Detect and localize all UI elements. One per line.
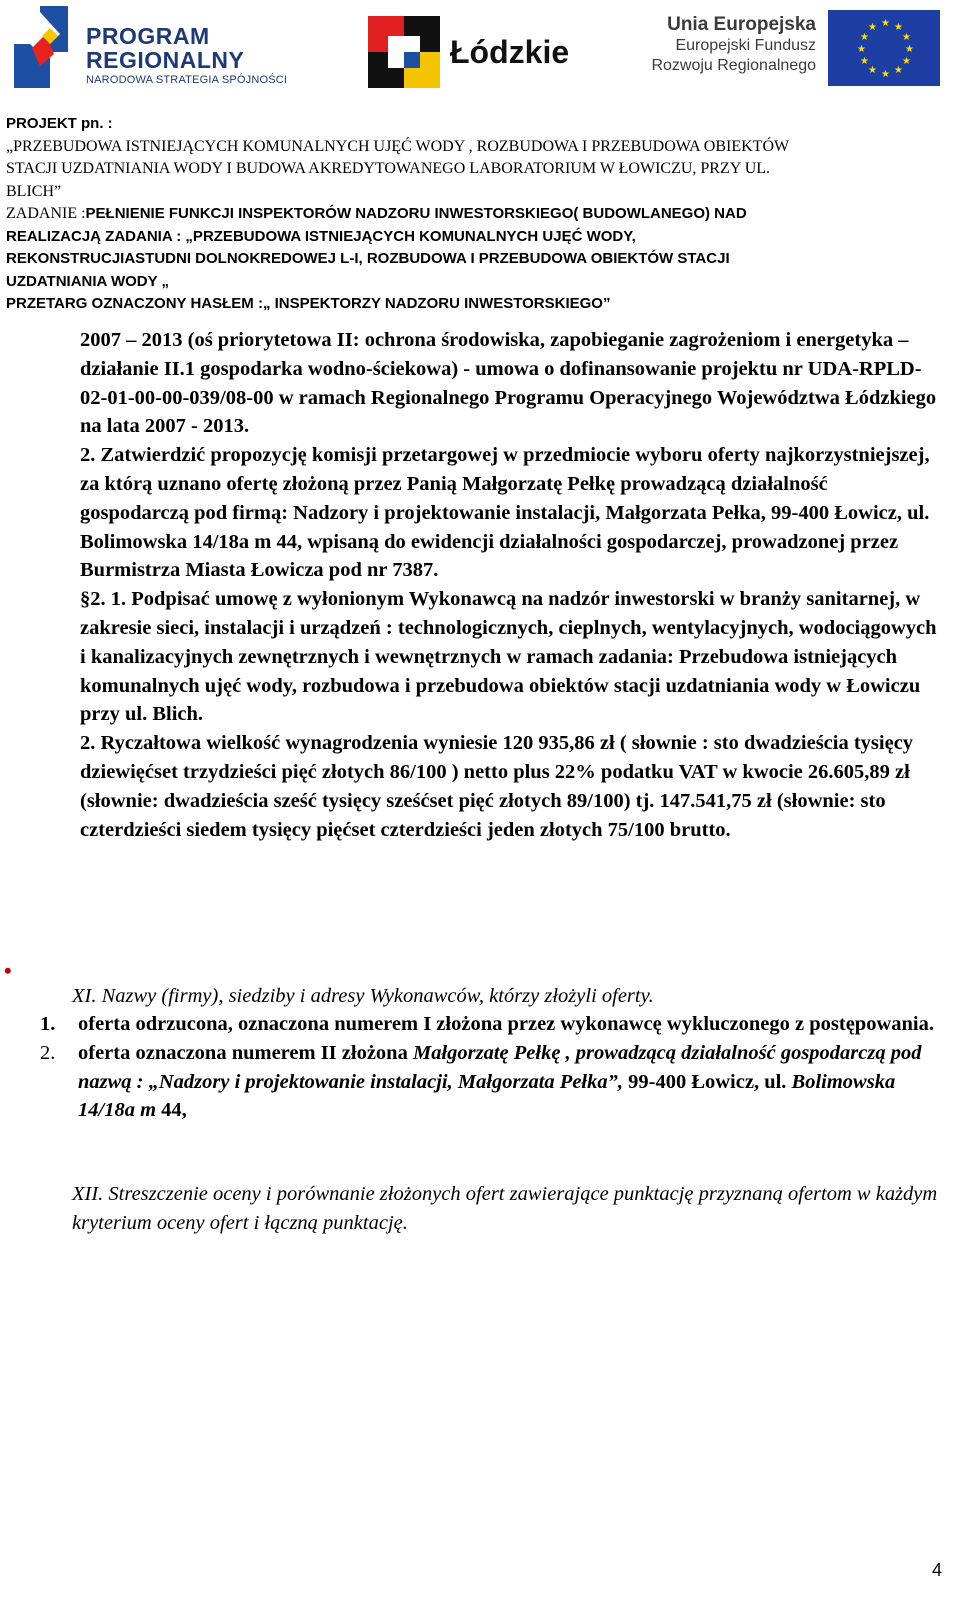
list-item-text-b: Małgorzatę Pełkę , prowadzącą działalność gospodarczą pod nazwą : „Nadzory i projektowanie instalacji, Małgorzata Pełka”, — [78, 1041, 922, 1093]
projekt-line-2: STACJI UZDATNIANIA WODY I BUDOWA AKREDYTOWANEGO LABORATORIUM W ŁOWICZU, PRZY UL. — [6, 160, 771, 177]
list-item-text-d: Bolimowska 14/18a m — [78, 1070, 896, 1122]
pr-logo-line1: PROGRAM — [86, 23, 210, 49]
eu-logo-line1: Unia Europejska — [667, 14, 816, 35]
section-xi-title: XI. Nazwy (firmy), siedziby i adresy Wykonawców, którzy złożyli oferty. — [72, 985, 654, 1007]
paragraph-contract: §2. 1. Podpisać umowę z wyłonionym Wykonawcą na nadzór inwestorski w branży sanitarnej, w zakresie sieci, instalacji i urządzeń : technologicznych, cieplnych, wentylacyjnych, wodociągowych i kanalizacyjnych zewnętrznych i wewnętrznych w ramach zadania: Przebudowa istniejących komunalnych ujęć wody, rozbudowa i przebudowa obiektów stacji uzdatniania wody w Łowiczu przy ul. Blich. — [80, 588, 937, 726]
paragraph-remuneration: 2. Ryczałtowa wielkość wynagrodzenia wyniesie 120 935,86 zł ( słownie : sto dwadzieścia tysięcy dziewięćset trzydzieści pięć złotych 86/100 ) netto plus 22% podatku VAT w kwocie 26.605,89 zł (słownie: dwadzieścia sześć tysięcy sześćset pięć złotych 89/100) tj. 147.541,75 zł (słownie: sto czterdzieści siedem tysięcy pięćset czterdzieści jeden złotych 75/100 brutto. — [80, 732, 914, 841]
svg-text:★: ★ — [902, 32, 911, 43]
svg-text:★: ★ — [881, 69, 890, 80]
project-header — [6, 113, 951, 316]
resolution-body — [80, 326, 940, 844]
list-item-number: 1. — [40, 1013, 56, 1035]
list-item-text-a: oferta oznaczona numerem II złożona — [78, 1041, 413, 1064]
zadanie-line-3: REKONSTRUCJIASTUDNI DOLNOKREDOWEJ L-I, ROZBUDOWA I PRZEBUDOWA OBIEKTÓW STACJI — [6, 250, 730, 267]
offers-list — [40, 1010, 940, 1125]
svg-text:★: ★ — [868, 65, 877, 76]
section-xii-title: XII. Streszczenie oceny i porównanie złożonych ofert zawierające punktację przyznaną ofertom w każdym kryterium oceny ofert i łączną punktację. — [72, 1183, 938, 1234]
eu-logo — [610, 8, 950, 90]
list-item — [40, 1010, 940, 1039]
lodzkie-logo — [368, 16, 570, 88]
svg-text:★: ★ — [894, 22, 903, 33]
zadanie-text: PEŁNIENIE FUNKCJI INSPEKTORÓW NADZORU INWESTORSKIEGO( BUDOWLANEGO) NAD — [85, 205, 747, 222]
pr-logo-line3: NARODOWA STRATEGIA SPÓJNOŚCI — [86, 74, 288, 86]
zadanie-label: ZADANIE : — [6, 205, 86, 222]
svg-text:★: ★ — [868, 22, 877, 33]
zadanie-line-4: UZDATNIANIA WODY „ — [6, 272, 170, 290]
paragraph-approval: 2. Zatwierdzić propozycję komisji przetargowej w przedmiocie wyboru oferty najkorzystniejszej, za którą uznano ofertę złożoną przez Panią Małgorzatę Pełkę prowadzącą działalność gospodarczą pod firmą: Nadzory i projektowanie instalacji, Małgorzata Pełka, 99-400 Łowicz, ul. Bolimowska 14/18a m 44, wpisaną do ewidencji działalności gospodarczej, prowadzonej przez Burmistrza Miasta Łowicza pod nr 7387. — [80, 444, 930, 582]
svg-text:★: ★ — [860, 56, 869, 67]
program-regionalny-emblem-icon — [10, 4, 80, 94]
section-xi — [72, 982, 942, 1011]
svg-text:★: ★ — [857, 44, 866, 55]
lodzkie-logo-text: Łódzkie — [450, 34, 570, 70]
eu-logo-line3: Rozwoju Regionalnego — [651, 57, 816, 74]
zadanie-line-2: REALIZACJĄ ZADANIA : „PRZEBUDOWA ISTNIEJĄCYCH KOMUNALNYCH UJĘĆ WODY, — [6, 227, 636, 245]
list-item-text-e: 44, — [156, 1099, 187, 1122]
paragraph-program: 2007 – 2013 (oś priorytetowa II: ochrona środowiska, zapobieganie zagrożeniom i energetyka – działanie II.1 gospodarka wodno-ściekowa) - umowa o dofinansowanie projektu nr UDA-RPLD-02-01-00-00-039/08-00 w ramach Regionalnego Programu Operacyjnego Województwa Łódzkiego na lata 2007 - 2013. — [80, 329, 937, 438]
logo-bar — [0, 0, 960, 100]
svg-text:★: ★ — [905, 44, 914, 55]
svg-text:★: ★ — [881, 18, 890, 29]
list-item-text: oferta odrzucona, oznaczona numerem I złożona przez wykonawcę wykluczonego z postępowania. — [78, 1013, 934, 1035]
lodzkie-emblem-icon — [368, 16, 440, 88]
program-regionalny-logo — [10, 4, 300, 96]
eu-logo-line2: Europejski Fundusz — [675, 37, 816, 54]
list-item-number: 2. — [40, 1041, 56, 1064]
pr-logo-line2: REGIONALNY — [86, 47, 245, 73]
bullet-marker: • — [4, 958, 12, 983]
eu-flag-icon — [828, 10, 940, 86]
svg-text:★: ★ — [902, 56, 911, 67]
projekt-line-3: BLICH” — [6, 182, 62, 200]
list-item — [40, 1039, 940, 1125]
list-item-text-c: 99-400 Łowicz, ul. — [623, 1070, 792, 1093]
svg-text:★: ★ — [860, 32, 869, 43]
projekt-line-1: „PRZEBUDOWA ISTNIEJĄCYCH KOMUNALNYCH UJĘĆ WODY , ROZBUDOWA I PRZEBUDOWA OBIEKTÓW — [6, 137, 790, 155]
przetarg-line: PRZETARG OZNACZONY HASŁEM :„ INSPEKTORZY NADZORU INWESTORSKIEGO” — [6, 295, 611, 312]
projekt-label: PROJEKT pn. : — [6, 115, 113, 132]
svg-text:★: ★ — [894, 65, 903, 76]
page-number: 4 — [931, 1560, 942, 1580]
